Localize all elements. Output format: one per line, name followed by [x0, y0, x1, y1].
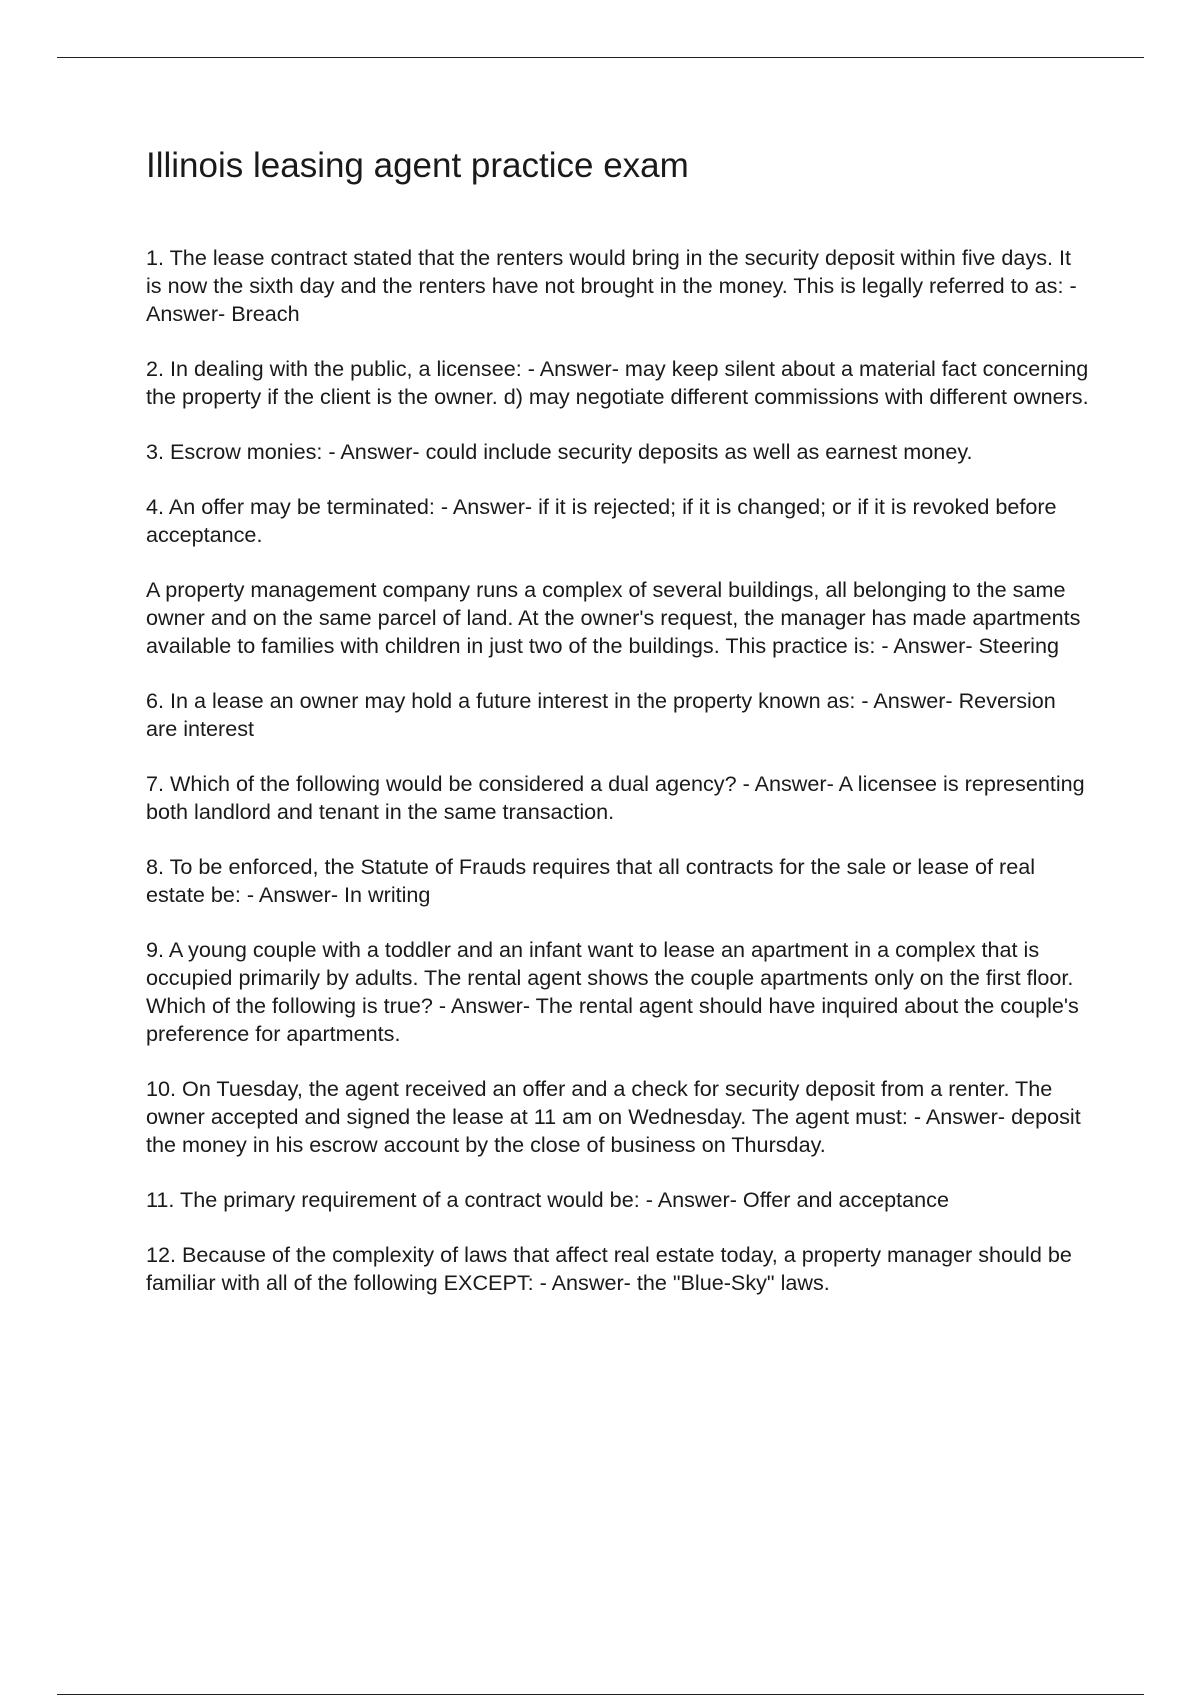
question-item: 9. A young couple with a toddler and an infant want to lease an apartment in a complex that is occupied primarily by adults. The rental agent shows the couple apartments only on the first floor. Which of the following is true? - Answer- The rental agent should have inquired about the couple's preference for apartments.	[146, 937, 1079, 1046]
question-item: 10. On Tuesday, the agent received an offer and a check for security deposit from a renter. The owner accepted and signed the lease at 11 am on Wednesday. The agent must: - Answer- deposit the money in his escrow account by the close of business on Thursday.	[146, 1076, 1081, 1157]
question-item: 4. An offer may be terminated: - Answer- if it is rejected; if it is changed; or if it is revoked before acceptance.	[146, 494, 1057, 547]
top-rule	[57, 57, 1144, 58]
question-item: 12. Because of the complexity of laws that affect real estate today, a property manager should be familiar with all of the following EXCEPT: - Answer- the "Blue-Sky" laws.	[146, 1242, 1072, 1295]
question-item: A property management company runs a complex of several buildings, all belonging to the same owner and on the same parcel of land. At the owner's request, the manager has made apartments available to families with children in just two of the buildings. This practice is: - Answer- Steering	[146, 577, 1081, 658]
document-page	[146, 140, 1091, 1324]
question-item: 6. In a lease an owner may hold a future interest in the property known as: - Answer- Reversion are interest	[146, 688, 1056, 741]
question-item: 7. Which of the following would be considered a dual agency? - Answer- A licensee is representing both landlord and tenant in the same transaction.	[146, 771, 1085, 824]
document-title: Illinois leasing agent practice exam	[146, 146, 689, 185]
question-item: 11. The primary requirement of a contract would be: - Answer- Offer and acceptance	[146, 1187, 949, 1212]
question-list	[146, 244, 1091, 1297]
question-item: 3. Escrow monies: - Answer- could include security deposits as well as earnest money.	[146, 439, 973, 464]
question-item: 1. The lease contract stated that the renters would bring in the security deposit within five days. It is now the sixth day and the renters have not brought in the money. This is legally referred to as: - Answer- Breach	[146, 245, 1077, 326]
question-item: 8. To be enforced, the Statute of Frauds requires that all contracts for the sale or lease of real estate be: - Answer- In writing	[146, 854, 1036, 907]
bottom-rule	[57, 1694, 1144, 1695]
question-item: 2. In dealing with the public, a licensee: - Answer- may keep silent about a material fact concerning the property if the client is the owner. d) may negotiate different commissions with different owners.	[146, 356, 1089, 409]
